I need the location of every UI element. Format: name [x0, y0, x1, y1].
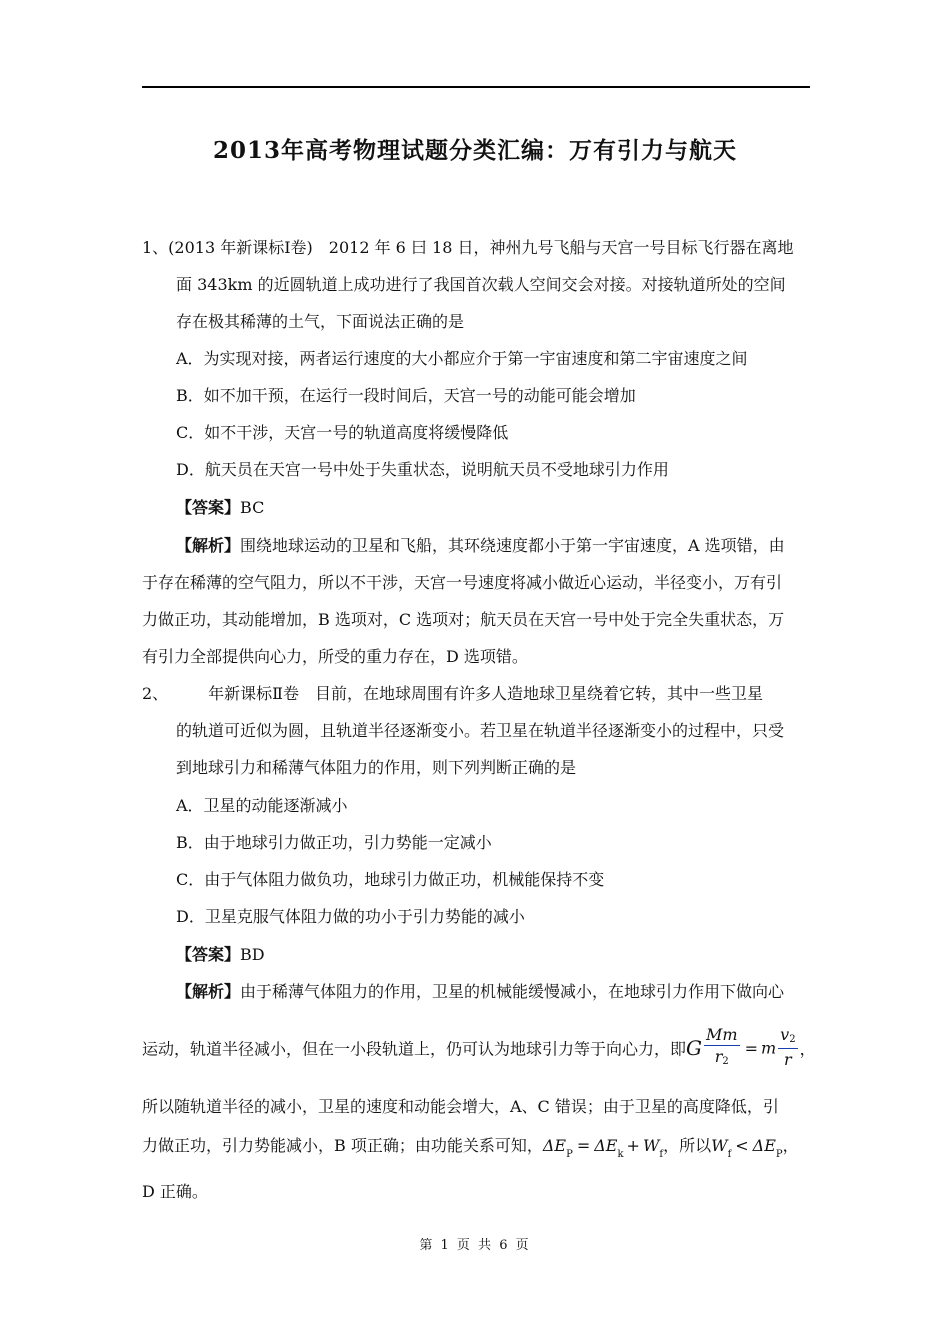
header-rule [142, 86, 810, 88]
eq-numerator-left: Mm [706, 1025, 738, 1044]
eq3-sub-f: f [727, 1149, 732, 1160]
q1-line-3: 存在极其稀薄的土气，下面说法正确的是 [176, 312, 465, 331]
q1-answer-tag: 【答案】 [176, 498, 241, 517]
eq-tail: ， [799, 1039, 816, 1059]
eq-denominator-left [704, 1046, 740, 1071]
eq3-lt: < [735, 1136, 749, 1155]
q1-analysis-line-3: 力做正功，其动能增加，B 选项对，C 选项对；航天员在天宫一号中处于完全失重状态，万 [142, 610, 785, 629]
q1-option-b: B．如不加干预，在运行一段时间后，天宫一号的动能可能会增加 [176, 386, 636, 405]
eq2-dep: ΔE [542, 1136, 567, 1155]
q1-answer [176, 498, 264, 518]
eq-numerator-right-exp: 2 [789, 1034, 796, 1045]
q2-line-2: 的轨道可近似为圆，且轨道半径逐渐变小。若卫星在轨道半径逐渐变小的过程中，只受 [176, 721, 785, 740]
q2-option-a: A．卫星的动能逐渐减小 [176, 796, 348, 815]
q1-answer-value: BC [240, 498, 265, 517]
eq-m: m [760, 1038, 777, 1058]
eq2-sub-p: P [566, 1149, 573, 1160]
page-footer: 第 1 页 共 6 页 [419, 1238, 531, 1253]
eq-g: G [686, 1036, 702, 1060]
q2-equation-prefix: 运动，轨道半径减小，但在一小段轨道上，仍可认为地球引力等于向心力，即 [142, 1039, 687, 1059]
page-title: 2013年高考物理试题分类汇编：万有引力与航天 [212, 137, 737, 164]
q2-analysis-text-1: 由于稀薄气体阻力的作用，卫星的机械能缓慢减小，在地球引力作用下做向心 [240, 982, 785, 1001]
q1-analysis-line-2: 于存在稀薄的空气阻力，所以不干涉，天宫一号速度将减小做近心运动，半径变小，万有引 [142, 573, 783, 592]
q2-analysis-tag: 【解析】 [176, 982, 241, 1001]
q1-option-d: D．航天员在天宫一号中处于失重状态，说明航天员不受地球引力作用 [176, 460, 669, 479]
q1-analysis-text-1: 围绕地球运动的卫星和飞船，其环绕速度都小于第一宇宙速度，A 选项错，由 [240, 536, 785, 555]
eq-denominator-left-exp: 2 [722, 1056, 729, 1067]
q2-analysis-line-4 [142, 1136, 799, 1159]
q1-analysis-tag: 【解析】 [176, 536, 241, 555]
q2-answer [176, 945, 265, 965]
eq-fraction-left [704, 1025, 740, 1071]
q2-line-1: 2、 年新课标Ⅱ卷 目前，在地球周围有许多人造地球卫星绕着它转，其中一些卫星 [142, 684, 764, 703]
eq2-equals: = [576, 1136, 591, 1155]
q2-analysis-line-3: 所以随轨道半径的减小，卫星的速度和动能会增大，A、C 错误；由于卫星的高度降低，引 [142, 1097, 779, 1116]
eq-denominator-right: r [784, 1050, 792, 1069]
q1-option-c: C．如不干涉，天宫一号的轨道高度将缓慢降低 [176, 423, 509, 442]
q1-analysis-line-1 [176, 536, 785, 556]
eq2-sub-f: f [659, 1149, 664, 1160]
eq3-sub-p: P [775, 1149, 783, 1160]
q2-answer-value: BD [240, 945, 265, 964]
eq2-dek: ΔE [594, 1136, 618, 1155]
q2-option-d: D．卫星克服气体阻力做的功小于引力势能的减小 [176, 907, 525, 926]
q2-option-b: B．由于地球引力做正功，引力势能一定减小 [176, 833, 492, 852]
eq3-w: W [711, 1136, 728, 1155]
q1-analysis-line-4: 有引力全部提供向心力，所受的重力存在，D 选项错。 [142, 647, 528, 666]
q2-line4-mid: ，所以 [663, 1136, 712, 1155]
eq-fraction-right [778, 1025, 797, 1071]
q1-option-a: A．为实现对接，两者运行速度的大小都应介于第一宇宙速度和第二宇宙速度之间 [176, 349, 748, 368]
eq-equals: = [744, 1038, 758, 1058]
q2-equation-line [142, 1025, 816, 1071]
eq3-dep: ΔE [752, 1136, 776, 1155]
eq-numerator-right-var: v [780, 1025, 790, 1044]
q2-line-3: 到地球引力和稀薄气体阻力的作用，则下列判断正确的是 [176, 758, 577, 777]
q2-answer-tag: 【答案】 [176, 945, 241, 964]
q2-analysis-line-1 [176, 982, 784, 1002]
q2-line4-prefix: 力做正功，引力势能减小，B 项正确；由功能关系可知， [142, 1136, 543, 1155]
eq2-plus: + [626, 1136, 640, 1155]
q1-line-2: 面 343km 的近圆轨道上成功进行了我国首次载人空间交会对接。对接轨道所处的空间 [176, 275, 786, 294]
q2-option-c: C．由于气体阻力做负功，地球引力做正功，机械能保持不变 [176, 870, 605, 889]
eq-numerator-right [778, 1025, 797, 1049]
eq2-w: W [642, 1136, 660, 1155]
eq2-sub-k: k [617, 1149, 624, 1160]
q1-line-1: 1、(2013 年新课标Ⅰ卷) 2012 年 6 曰 18 日，神州九号飞船与天宫一号目标飞行器在离地 [142, 238, 794, 257]
q2-line4-tail: ， [782, 1136, 799, 1155]
q2-conclusion: D 正确。 [142, 1182, 208, 1201]
eq-denominator-left-var: r [714, 1047, 723, 1066]
